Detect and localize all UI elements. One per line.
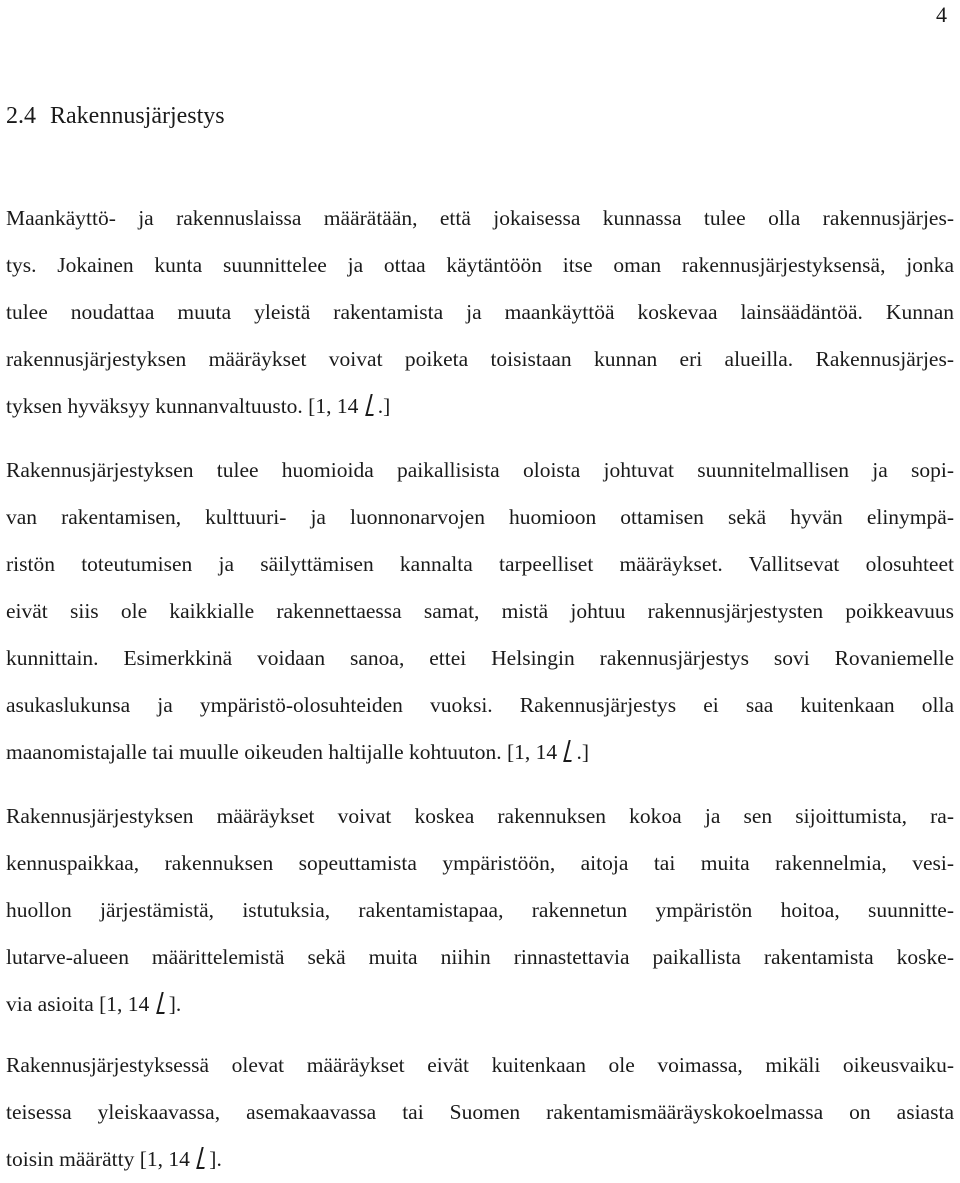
- paragraph-1: [6, 195, 954, 430]
- paragraph-line: teisessa yleiskaavassa, asemakaavassa tai Suomen rakentamismääräyskokoelmassa on asiasta: [6, 1100, 954, 1124]
- paragraph-3: [6, 793, 954, 1028]
- section-sign-mark: [156, 992, 169, 1014]
- paragraph-line: Rakennusjärjestyksen tulee huomioida paikallisista oloista johtuvat suunnitelmallisen ja sopi-: [6, 458, 954, 482]
- citation-close: .]: [576, 740, 590, 764]
- citation-text: tyksen hyväksyy kunnanvaltuusto. [1, 14: [6, 394, 364, 418]
- paragraph-line: rakennusjärjestyksen määräykset voivat poiketa toisistaan kunnan eri alueilla. Rakennusjärjes-: [6, 347, 954, 371]
- paragraph-line-last: [6, 729, 954, 776]
- paragraph-line: eivät siis ole kaikkialle rakennettaessa samat, mistä johtuu rakennusjärjestysten poikkeavuus: [6, 599, 954, 623]
- paragraph-line-last: [6, 1136, 954, 1183]
- paragraph-line: huollon järjestämistä, istutuksia, rakentamistapaa, rakennetun ympäristön hoitoa, suunnitte-: [6, 898, 954, 922]
- citation-close: ].: [168, 992, 182, 1016]
- page-number: 4: [936, 2, 947, 27]
- section-number: 2.4: [6, 103, 36, 129]
- section-sign-mark: [197, 1147, 210, 1169]
- paragraph-line: Rakennusjärjestyksen määräykset voivat koskea rakennuksen kokoa ja sen sijoittumista, ra-: [6, 804, 954, 828]
- paragraph-line: kunnittain. Esimerkkinä voidaan sanoa, ettei Helsingin rakennusjärjestys sovi Rovaniemelle: [6, 646, 954, 670]
- citation-close: ].: [209, 1147, 222, 1171]
- citation-text: maanomistajalle tai muulle oikeuden haltijalle kohtuuton. [1, 14: [6, 740, 563, 764]
- paragraph-line-last: [6, 981, 954, 1028]
- paragraph-line: kennuspaikkaa, rakennuksen sopeuttamista ympäristöön, aitoja tai muita rakennelmia, vesi-: [6, 851, 954, 875]
- section-sign-mark: [365, 394, 378, 416]
- paragraph-line: asukaslukunsa ja ympäristö-olosuhteiden vuoksi. Rakennusjärjestys ei saa kuitenkaan olla: [6, 693, 954, 717]
- citation-text: via asioita [1, 14: [6, 992, 155, 1016]
- section-title: Rakennusjärjestys: [50, 103, 225, 129]
- paragraph-2: [6, 447, 954, 776]
- paragraph-line: Rakennusjärjestyksessä olevat määräykset eivät kuitenkaan ole voimassa, mikäli oikeusvaiku-: [6, 1053, 954, 1077]
- paragraph-line: Maankäyttö- ja rakennuslaissa määrätään, että jokaisessa kunnassa tulee olla rakennusjärjes-: [6, 206, 954, 230]
- paragraph-line: lutarve-alueen määrittelemistä sekä muita niihin rinnastettavia paikallista rakentamista koske-: [6, 945, 954, 969]
- citation-text: toisin määrätty [1, 14: [6, 1147, 196, 1171]
- paragraph-4: [6, 1042, 954, 1183]
- paragraph-line: ristön toteutumisen ja säilyttämisen kannalta tarpeelliset määräykset. Vallitsevat olosuhteet: [6, 552, 954, 576]
- paragraph-line: van rakentamisen, kulttuuri- ja luonnonarvojen huomioon ottamisen sekä hyvän elinympä-: [6, 505, 954, 529]
- paragraph-line: tys. Jokainen kunta suunnittelee ja ottaa käytäntöön itse oman rakennusjärjestyksensä, jonka: [6, 253, 954, 277]
- section-heading: [6, 100, 225, 132]
- citation-close: .]: [377, 394, 391, 418]
- paragraph-line-last: [6, 383, 954, 430]
- paragraph-line: tulee noudattaa muuta yleistä rakentamista ja maankäyttöä koskevaa lainsäädäntöä. Kunnan: [6, 300, 954, 324]
